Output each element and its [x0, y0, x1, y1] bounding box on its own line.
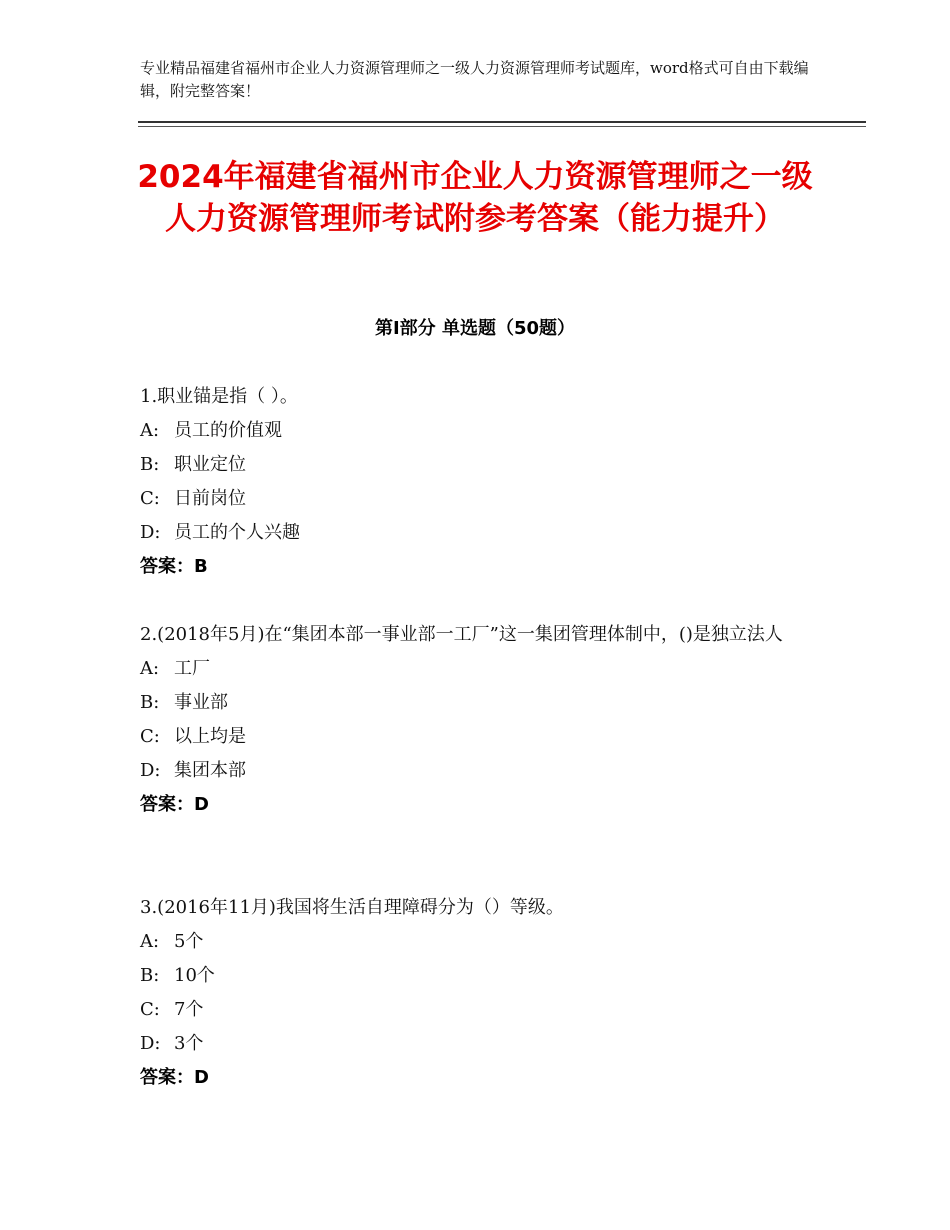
option-letter: C: [140, 488, 160, 509]
option-a [140, 925, 840, 959]
option-letter: D: [140, 522, 161, 543]
option-letter: B: [140, 454, 160, 475]
option-b [140, 959, 840, 993]
option-letter: C: [140, 726, 160, 747]
document-title: 2024年福建省福州市企业人力资源管理师之一级人力资源管理师考试附参考答案（能力提升） [137, 159, 813, 237]
answer-label: 答案： [140, 556, 194, 577]
option-letter: A: [140, 658, 160, 679]
answer-label: 答案： [140, 1067, 194, 1088]
option-text: 集团本部 [174, 760, 246, 781]
option-letter: B: [140, 692, 160, 713]
option-c [140, 993, 840, 1027]
option-letter: A: [140, 931, 160, 952]
option-text: 职业定位 [174, 454, 246, 475]
option-b [140, 448, 840, 482]
question-3 [140, 891, 840, 1095]
option-letter: B: [140, 965, 160, 986]
option-b [140, 686, 840, 720]
header-note: 专业精品福建省福州市企业人力资源管理师之一级人力资源管理师考试题库，word格式可自由下载编辑，附完整答案！ [140, 59, 809, 100]
option-text: 事业部 [174, 692, 228, 713]
answer-value: B [194, 556, 208, 577]
question-stem: 1.职业锚是指（ ）。 [140, 386, 298, 407]
answer-line [140, 1061, 840, 1095]
option-d [140, 1027, 840, 1061]
option-c [140, 482, 840, 516]
option-text: 7个 [174, 999, 204, 1020]
question-stem: 2.(2018年5月)在“集团本部一事业部一工厂”这一集团管理体制中，()是独立法人 [140, 624, 783, 645]
option-text: 3个 [174, 1033, 204, 1054]
option-text: 5个 [174, 931, 204, 952]
option-d [140, 754, 840, 788]
option-text: 以上均是 [174, 726, 246, 747]
option-text: 工厂 [174, 658, 210, 679]
answer-value: D [194, 794, 209, 815]
question-2 [140, 618, 840, 822]
option-letter: C: [140, 999, 160, 1020]
section-title: 第Ⅰ部分 单选题（50题） [374, 318, 575, 339]
header-rule-thin [138, 126, 866, 127]
answer-value: D [194, 1067, 209, 1088]
answer-line [140, 788, 840, 822]
option-text: 10个 [174, 965, 215, 986]
header-rule-thick [138, 121, 866, 123]
option-a [140, 414, 840, 448]
answer-line [140, 550, 840, 584]
option-letter: D: [140, 1033, 161, 1054]
option-letter: A: [140, 420, 160, 441]
question-stem: 3.(2016年11月)我国将生活自理障碍分为（）等级。 [140, 897, 564, 918]
option-a [140, 652, 840, 686]
option-text: 员工的价值观 [174, 420, 282, 441]
option-c [140, 720, 840, 754]
answer-label: 答案： [140, 794, 194, 815]
option-text: 员工的个人兴趣 [174, 522, 300, 543]
option-letter: D: [140, 760, 161, 781]
question-1 [140, 380, 840, 584]
option-d [140, 516, 840, 550]
option-text: 日前岗位 [174, 488, 246, 509]
